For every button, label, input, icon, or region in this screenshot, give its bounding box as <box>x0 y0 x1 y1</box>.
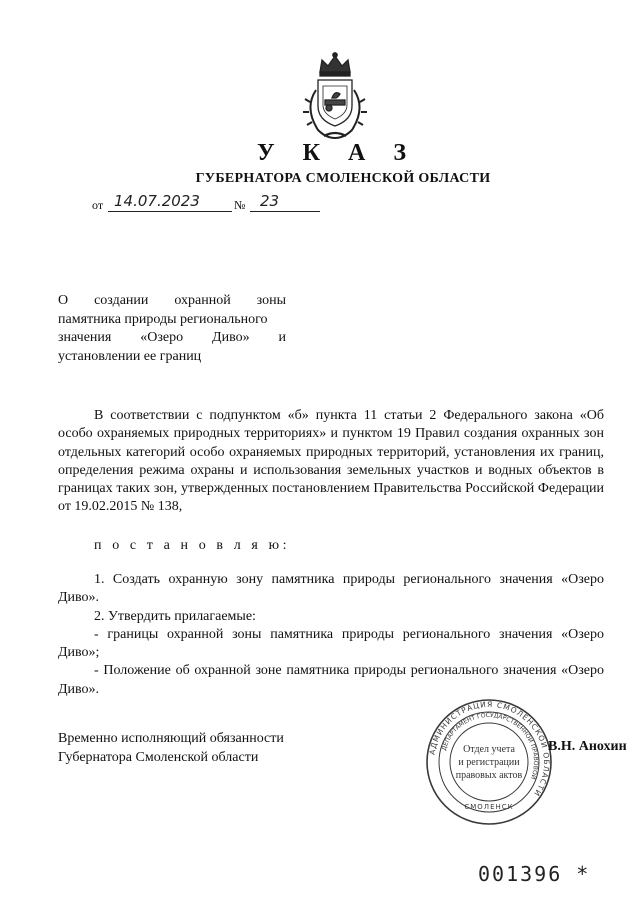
subject-word: памятника природы регионального <box>58 311 268 327</box>
decree-subject <box>58 292 286 366</box>
subject-line <box>58 348 286 367</box>
subject-word: Диво» <box>212 330 250 345</box>
decree-item: - Положение об охранной зоне памятника природы регионального значения «Озеро Диво». <box>58 663 604 697</box>
subject-word: создании <box>94 293 149 308</box>
date-number-line <box>92 194 332 216</box>
signatory-position-line: Губернатора Смоленской области <box>58 749 259 765</box>
stamp-center-line: правовых актов <box>455 770 523 781</box>
subject-line <box>58 311 286 330</box>
decree-word: п о с т а н о в л я ю: <box>94 538 291 553</box>
registration-number: 001396 * <box>478 862 591 886</box>
signatory-position <box>58 730 284 767</box>
signatory-name: В.Н. Анохин <box>548 739 627 754</box>
date-label: от <box>92 198 104 212</box>
subject-word: охранной <box>174 293 231 308</box>
stamp-inner-text: ДЕПАРТАМЕНТ ГОСУДАРСТВЕННОЙ ПРАВОВОЙ <box>440 711 540 781</box>
subject-word: значения <box>58 330 112 345</box>
document-title: У К А З <box>256 140 417 166</box>
number-handwritten: 23 <box>260 192 280 210</box>
subject-line <box>58 292 286 311</box>
subject-word: О <box>58 293 69 308</box>
subject-word: зоны <box>256 293 286 308</box>
stamp-center-line: и регистрации <box>458 757 520 768</box>
date-handwritten: 14.07.2023 <box>114 192 200 210</box>
registration-stamp <box>424 697 554 827</box>
issuer-heading: ГУБЕРНАТОРА СМОЛЕНСКОЙ ОБЛАСТИ <box>195 171 491 186</box>
decree-item: - границы охранной зоны памятника природы регионального значения «Озеро Диво»; <box>58 626 604 661</box>
number-label: № <box>234 198 246 212</box>
subject-word: «Озеро <box>140 330 184 345</box>
coat-of-arms-emblem <box>296 50 374 142</box>
subject-line <box>58 329 286 348</box>
date-underline <box>108 211 232 212</box>
stamp-city: СМОЛЕНСК <box>464 803 514 811</box>
decree-item: 2. Утвердить прилагаемые: <box>94 608 256 624</box>
decree-item: 1. Создать охранную зону памятника природы регионального значения «Озеро Диво». <box>58 572 604 606</box>
stamp-center-line: Отдел учета <box>463 744 515 755</box>
decree-items <box>58 571 604 699</box>
preamble-paragraph: В соответствии с подпунктом «б» пункта 11 статьи 2 Федерального закона «Об особо охраняемых природных территориях» и пунктом 19 Правил создания охранных зон отдельных категорий особо охраняемых природных территорий, установления их границ, определения режима охраны и использования земельных участков и водных объектов в границах таких зон, утвержденных постановлением Правительства Российской Федерации от 19.02.2015 № 138, <box>58 408 604 515</box>
signatory-position-line: Временно исполняющий обязанности <box>58 731 284 746</box>
number-underline <box>250 211 320 212</box>
stamp-outer-text: АДМИНИСТРАЦИЯ СМОЛЕНСКОЙ ОБЛАСТИ <box>427 699 552 799</box>
subject-word: и <box>278 330 286 345</box>
subject-word: установлении ее границ <box>58 348 202 364</box>
